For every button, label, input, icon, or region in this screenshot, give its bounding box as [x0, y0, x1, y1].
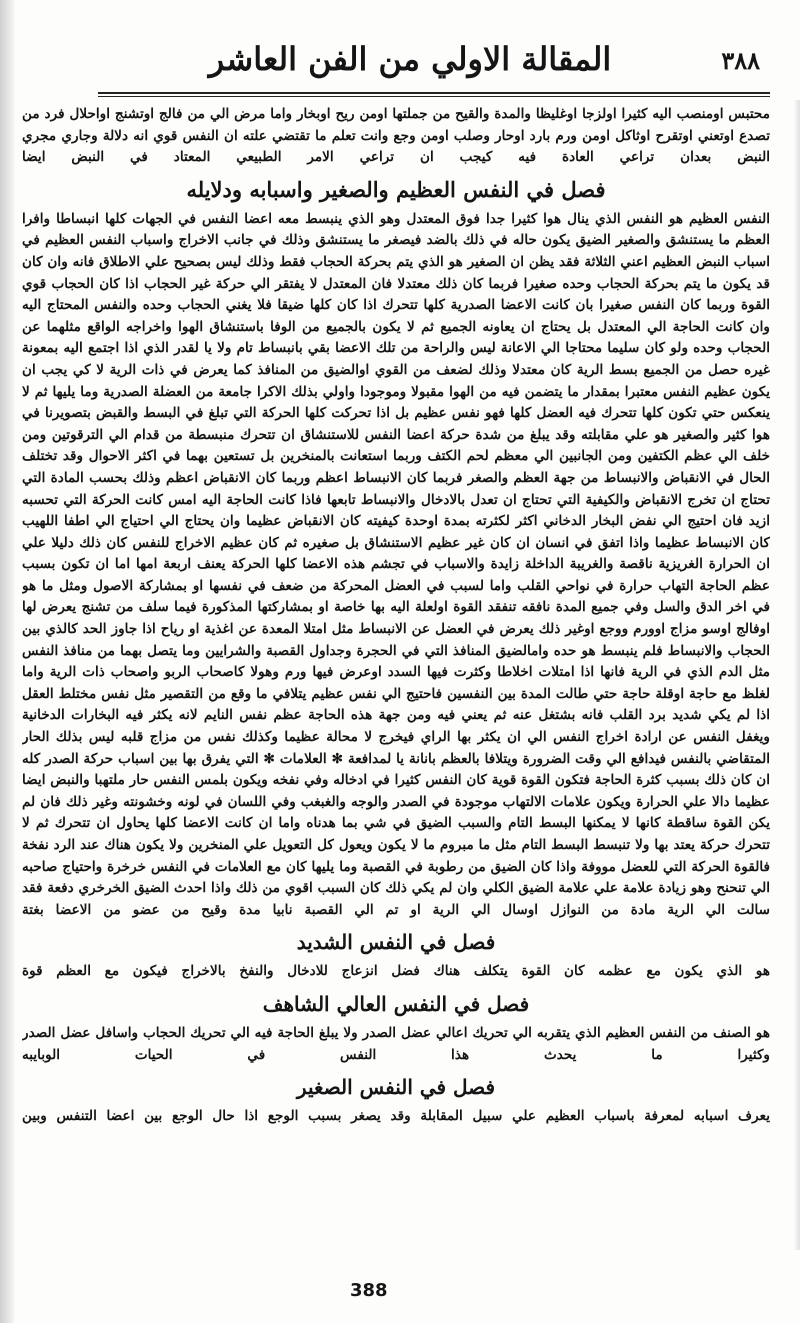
section-heading: فصل في النفس الصغير [296, 1075, 496, 1100]
page-footer [0, 1274, 800, 1314]
header-rule [98, 92, 770, 94]
text-body [22, 104, 770, 1254]
paragraph: يعرف اسبابه لمعرفة باسباب العظيم علي سبيل المقابلة وقد يصغر بسبب الوجع اذا حال الوجع بين اعضا التنفس وبين [22, 1108, 770, 1125]
paragraph-intro: محتبس اومنصب اليه كثيرا اولزجا اوغليظا والمدة والقيح من جملتها اومن ريح اوبخار واما مرض الي من فالج اوتشنج اواحلال فرد من تصدع اوتعني اوتقرح اوثاكل اومن ورم بارد اوحار وصلب اومن وجع وانت تعلم ما تقتضي علته ان النفس قوي انه دلالة وجاري مجري النبض بعدان تراعي العادة فيه كيجب ان تراعي الامر الطبيعي المعتاد في النبض ايضا [22, 106, 770, 166]
running-title: المقالة الاولي من الفن العاشر [208, 40, 612, 78]
page-edge [794, 100, 800, 1250]
section-heading: فصل في النفس العظيم والصغير واسبابه ودلايله [186, 176, 606, 202]
page-header [60, 40, 760, 90]
page-number-bottom: 388 [350, 1280, 388, 1301]
paragraph: هو الذي يكون مع عظمه كان القوة يتكلف هناك فضل انزعاج للادخال والنفخ بالاخراج فيكون مع العظم قوة [22, 963, 770, 980]
paragraph: هو الصنف من النفس العظيم الذي يتقربه الي تحريك اعالي عضل الصدر ولا يبلغ الحاجة فيه الي تحريك الحجاب واسافل عضل الصدر وكثيرا ما يحدث هذا النفس في الحيات الوبايبه [22, 1024, 770, 1063]
header-rule-thin [98, 96, 770, 97]
section-heading: فصل في النفس الشديد [296, 930, 496, 955]
paragraph-main: النفس العظيم هو النفس الذي ينال هوا كثيرا جدا فوق المعتدل وهو الذي ينبسط معه اعضا النفس في الجهات كلها انبساطا وافرا العظم ما يستنشق والصغير الضيق يكون حاله في ذلك بالضد فيصغر ما يستنشق وذلك في جانب الاخراج واسباب النفس العظيم في اسباب النبض العظيم اعني الثلاثة فقد يظن ان الصغير هو الذي يتم بحركة الحجاب فقط وذلك ليس بصحيح علي الاطلاق فانه وان كان قد يكون ما يتم بحركة الحجاب وحده صغيرا فربما كان ذلك معتدلا فان المعتدل لا يفتقر الي حركة غير الحجاب اذا كان الحجاب قوي القوة وربما كان النفس صغيرا بان كانت الاعضا الصدرية كلها تتحرك اذا كان كلها ضيقا فلا يغني الحجاب وحده والنفس المحتاج اليه وان كانت الحاجة الي المعتدل بل يحتاج ان يعاونه الجميع ثم لا يكون بالجميع من الوفا باستنشاق الهوا واخراجه الواقع مثلهما عن الحجاب وحده ولو كان سليما محتاجا الي الاعانة ليس والراحة من تلك الاعضا بقي بانبساط تام ولا يا لقدر الذي اذا اجتمع اليه بمعونة غيره حصل من الجميع بسط الرية كان معتدلا وذلك لضعف من القوي اوالضيق من المنافذ كما يعرض في ذات الرية لا كي يجب ان يكون عظيم النفس معتبرا بمقدار ما يتضمن فيه من الهوا مقبولا وموجودا واولي بذلك الاكرا جامعة من العضلة الصدرية وما يليها ثم لا ينعكس حتي تكون كلها تتحرك فيه العضل كلها فهو نفس عظيم بل اذا تحركت كلها الحركة التي تبلغ في البسط والقبض بتصويرنا في هوا كثير والصغير هو علي مقابلته وقد يبلغ من شدة حركة اعضا النفس للاستنشاق ان تتحرك منبسطة من قدام الي الترقوتين ومن خلف الي عظم الكتفين ومن الجانبين الي معظم لحم الكتف وربما استعانت بالمنخرين بل تستعين بهما في اكثر الاحوال وقد تختلف الحال في الانقباض والانبساط من جهة العظم والصغر فربما كان الانبساط اعظم وربما كان الانقباض اعظم وذلك بحسب المادة التي تحتاج ان تخرج الانقباض والكيفية التي تحتاج ان تعدل بالادخال والانبساط تابعها فاذا كانت الحاجة اليه امس كانت الحركة التي تحسبه ازيد فان احتيج الي نفض البخار الدخاني اكثر لكثرته بمدة اوحدة كيفيته كان الانقباض عظيما وان يحتاج الي احتياج الي اطفا اللهيب كان الانبساط عظيما واذا اتفق في انسان ان كان غير عظيم الاستنشاق بل صغيره ثم كان عظيم الاخراج للنفس كان ذلك دليلا علي ان الحرارة الغريزية ناقصة والغريبة الداخلة زايدة والاسباب في تجشم هذه الاعضا كلها الحركة يعنف اربعة امها اما ان تكون بسبب عظم الحاجة التهاب حرارة في نواحي القلب واما لسبب في العضل المحركة من ضعف في نفسها او بمشاركة الاصول ومثل ما هو في اخر الدق والسل وفي جميع المدة نافقه تنفقد القوة اولعلة اليه بها خاصة او بمشاركتها المذكورة فيما سلف من تشنج يعرض لها اوفالج اوسو مزاج اوورم ووجع اوغير ذلك يعرض في العضل عن الانبساط مثل امتلا المعدة عن اغذية او رياح اذا جاوز الحد كالذي بين الحجاب والانبساط فلم ينبسط هو حده وامالضيق المنافذ التي في الحجرة وجداول القصبة والشرايين وما يتصل بهما من منافذ النفس مثل الدم الذي في الرية فانها اذا امتلات اخلاطا وكثرت فيها السدد اوعرض فيها ورم وهولا كاصحاب الربو واصحاب ذات الرية واما لغلظ مع حاجة اوقلة حاجة حتي طالت المدة بين النفسين فاحتيج الي نفس عظيم يتلافي ما وقع من التقصير مثل نفس مختلط العقل اذا لم يكي شديد برد القلب فانه بشتغل عنه ثم يعني فيه ومن جهة هذه الحاجة عظم نفس النايم لانه يكثر فيه البخارات الدخانية ويغفل النفس عن ارادة اخراج النفس الي ان يكثر بها الراي فيخرج لا محالة عظيما وكذلك نفس من مزاج قلبه ليس بذلك الحار المتقاضي بالنفس فيدافع الي وقت الضرورة ويتلافا بالعظم بانانة يا لمدافعة ✻ العلامات ✻ التي يفرق بها بين اسباب حركة الصدر كله ان كان ذلك بسبب كثرة الحاجة فتكون القوة قوية كان النفس كثيرا في ادخاله وفي نفخه ويكون بلمس النفس حار ملتهبا والنبض ايضا عظيما دالا علي الحرارة ويكون علامات الالتهاب موجودة في الصدر والوجه والغبغب وفي اللسان في لونه وخشونته وغير ذلك فان لم يكن القوة ساقطة كانها لا يمكنها البسط التام والسبب الضيق في شي بما هدناه واما ان كانت الاعضا كلها يحاول ان تتحرك ثم لا تتحرك حركة يعتد بها ولا تنبسط البسط التام مثل ما مبروم ما لا يكون ويعول كل التعويل علي المنخرين ولا يكون هناك عند الرد نفخة فالقوة الحركة التي للعضل مووفة واذا كان الضيق من رطوبة في القصبة وما يليها كان مع العلامات في النفس خرخرة واحتياج صاحبه الي تنحنح وهو زيادة علامة علي علامة الضيق الكلي وان لم يكي ذلك كان السبب اقوي من ذلك واذا احدث الضيق الخرخري دفعة فقد سالت الي الرية مادة من النوازل اوسال الي الرية او تم الي القصبة نابيا مدة وقيح من عضو من الاعضا بغتة [22, 210, 770, 918]
section-heading: فصل في النفس العالي الشاهف [262, 991, 530, 1016]
page-number-top: ٣٨٨ [721, 46, 760, 75]
